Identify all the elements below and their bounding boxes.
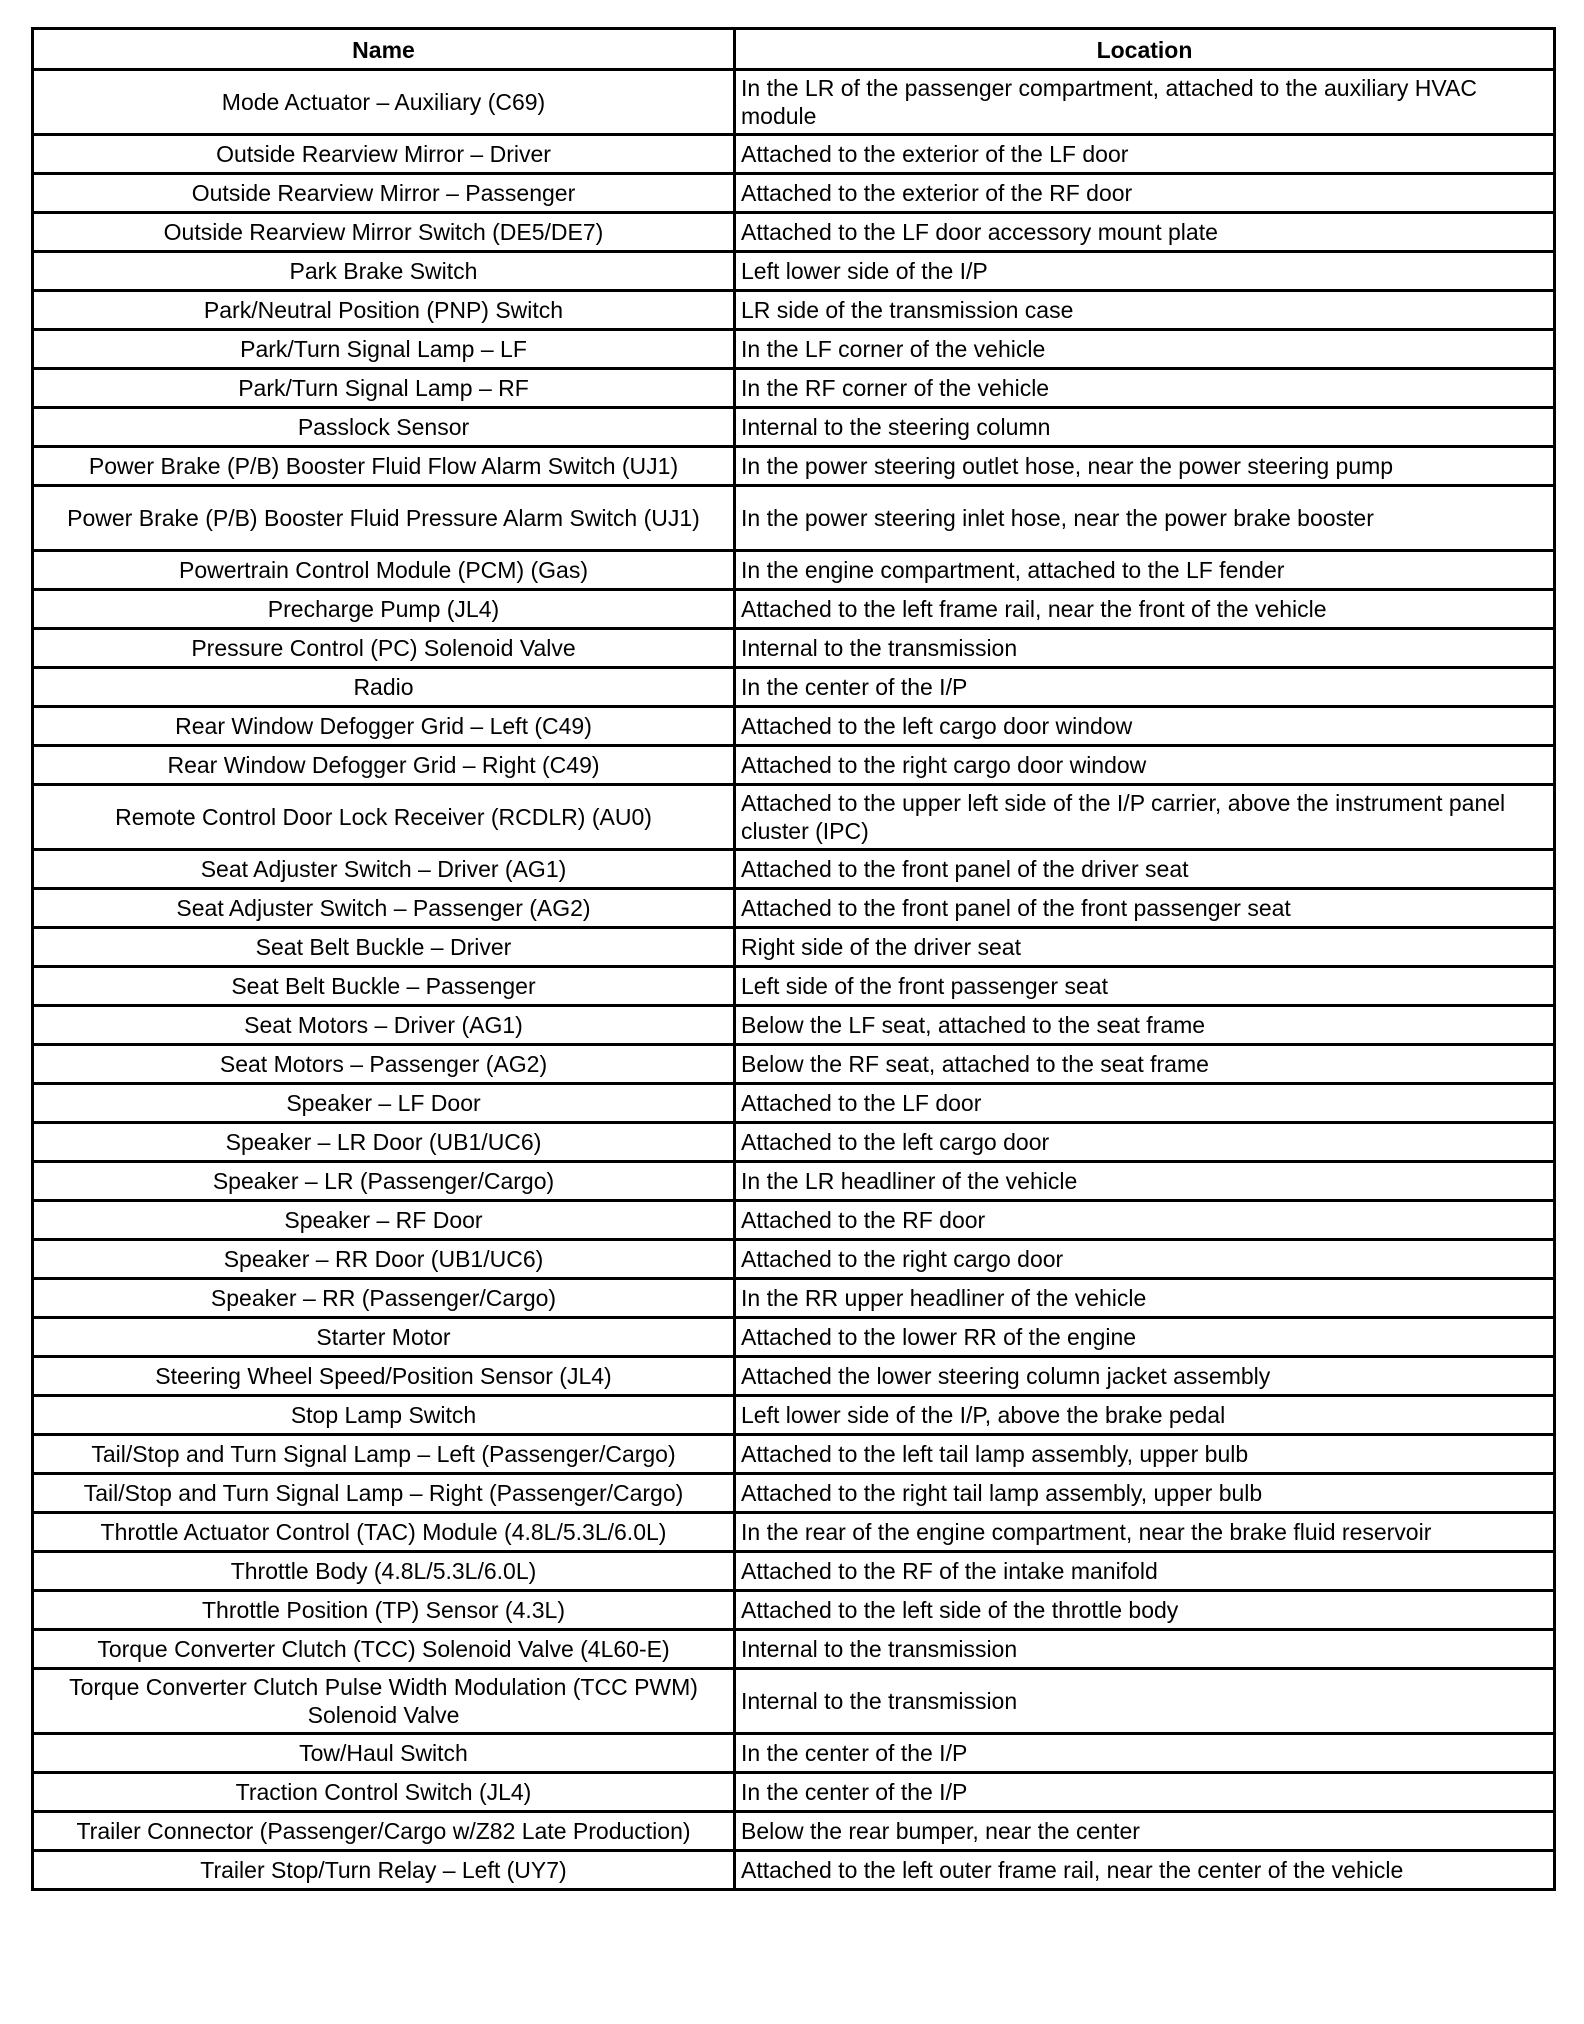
table-row <box>33 928 1555 967</box>
table-row <box>33 1084 1555 1123</box>
table-row <box>33 408 1555 447</box>
component-location-cell: Attached to the upper left side of the I/P carrier, above the instrument panel cluster (IPC) <box>735 785 1555 850</box>
table-row <box>33 1240 1555 1279</box>
table-row <box>33 707 1555 746</box>
component-name-cell: Steering Wheel Speed/Position Sensor (JL4) <box>33 1357 735 1396</box>
table-row <box>33 1162 1555 1201</box>
component-location-cell: Left side of the front passenger seat <box>735 967 1555 1006</box>
component-location-cell: Attached to the lower RR of the engine <box>735 1318 1555 1357</box>
component-name-cell: Tail/Stop and Turn Signal Lamp – Right (Passenger/Cargo) <box>33 1474 735 1513</box>
table-row <box>33 447 1555 486</box>
component-location-cell: Attached to the LF door accessory mount plate <box>735 213 1555 252</box>
component-location-cell: Attached to the right cargo door window <box>735 746 1555 785</box>
component-name-cell: Seat Belt Buckle – Passenger <box>33 967 735 1006</box>
component-name-cell: Park/Neutral Position (PNP) Switch <box>33 291 735 330</box>
component-name-cell: Tow/Haul Switch <box>33 1734 735 1773</box>
component-name-cell: Remote Control Door Lock Receiver (RCDLR) (AU0) <box>33 785 735 850</box>
table-row <box>33 551 1555 590</box>
component-location-cell: Attached to the left side of the throttle body <box>735 1591 1555 1630</box>
component-location-cell: Attached to the left outer frame rail, near the center of the vehicle <box>735 1851 1555 1890</box>
component-name-cell: Throttle Actuator Control (TAC) Module (4.8L/5.3L/6.0L) <box>33 1513 735 1552</box>
component-name-cell: Speaker – RF Door <box>33 1201 735 1240</box>
component-location-cell: Internal to the transmission <box>735 629 1555 668</box>
component-location-cell: In the RF corner of the vehicle <box>735 369 1555 408</box>
component-name-cell: Stop Lamp Switch <box>33 1396 735 1435</box>
table-row <box>33 1201 1555 1240</box>
component-location-cell: Attached to the exterior of the RF door <box>735 174 1555 213</box>
component-name-cell: Mode Actuator – Auxiliary (C69) <box>33 70 735 135</box>
component-location-cell: Attached to the left frame rail, near the front of the vehicle <box>735 590 1555 629</box>
component-location-cell: Attached to the right cargo door <box>735 1240 1555 1279</box>
table-row <box>33 1773 1555 1812</box>
component-location-cell: Internal to the transmission <box>735 1669 1555 1734</box>
table-row <box>33 1357 1555 1396</box>
table-row <box>33 1006 1555 1045</box>
column-header-name: Name <box>33 29 735 70</box>
component-location-cell: Attached to the left cargo door window <box>735 707 1555 746</box>
component-location-cell: In the center of the I/P <box>735 1734 1555 1773</box>
component-location-cell: Below the rear bumper, near the center <box>735 1812 1555 1851</box>
component-location-cell: Attached to the LF door <box>735 1084 1555 1123</box>
component-location-cell: Attached to the front panel of the driver seat <box>735 850 1555 889</box>
table-row <box>33 785 1555 850</box>
table-row <box>33 1045 1555 1084</box>
component-location-cell: In the center of the I/P <box>735 1773 1555 1812</box>
table-row <box>33 1630 1555 1669</box>
component-location-cell: Attached to the front panel of the front passenger seat <box>735 889 1555 928</box>
component-location-cell: LR side of the transmission case <box>735 291 1555 330</box>
component-location-cell: Internal to the transmission <box>735 1630 1555 1669</box>
table-row <box>33 330 1555 369</box>
component-name-cell: Power Brake (P/B) Booster Fluid Pressure Alarm Switch (UJ1) <box>33 486 735 551</box>
component-location-cell: Attached the lower steering column jacket assembly <box>735 1357 1555 1396</box>
component-location-cell: In the LR headliner of the vehicle <box>735 1162 1555 1201</box>
table-row <box>33 1123 1555 1162</box>
component-location-cell: Attached to the exterior of the LF door <box>735 135 1555 174</box>
component-location-cell: Attached to the left tail lamp assembly, upper bulb <box>735 1435 1555 1474</box>
component-name-cell: Speaker – LR Door (UB1/UC6) <box>33 1123 735 1162</box>
table-row <box>33 486 1555 551</box>
component-location-cell: Right side of the driver seat <box>735 928 1555 967</box>
component-name-cell: Tail/Stop and Turn Signal Lamp – Left (Passenger/Cargo) <box>33 1435 735 1474</box>
component-name-cell: Seat Motors – Driver (AG1) <box>33 1006 735 1045</box>
component-location-cell: Attached to the RF door <box>735 1201 1555 1240</box>
component-name-cell: Starter Motor <box>33 1318 735 1357</box>
component-name-cell: Speaker – LR (Passenger/Cargo) <box>33 1162 735 1201</box>
component-name-cell: Outside Rearview Mirror – Passenger <box>33 174 735 213</box>
component-location-cell: Left lower side of the I/P, above the brake pedal <box>735 1396 1555 1435</box>
table-row <box>33 967 1555 1006</box>
table-row <box>33 174 1555 213</box>
table-row <box>33 291 1555 330</box>
component-location-cell: In the center of the I/P <box>735 668 1555 707</box>
component-location-cell: In the RR upper headliner of the vehicle <box>735 1279 1555 1318</box>
component-name-cell: Outside Rearview Mirror Switch (DE5/DE7) <box>33 213 735 252</box>
component-name-cell: Rear Window Defogger Grid – Right (C49) <box>33 746 735 785</box>
component-name-cell: Power Brake (P/B) Booster Fluid Flow Alarm Switch (UJ1) <box>33 447 735 486</box>
component-name-cell: Powertrain Control Module (PCM) (Gas) <box>33 551 735 590</box>
component-name-cell: Pressure Control (PC) Solenoid Valve <box>33 629 735 668</box>
component-name-cell: Torque Converter Clutch (TCC) Solenoid Valve (4L60-E) <box>33 1630 735 1669</box>
component-name-cell: Torque Converter Clutch Pulse Width Modulation (TCC PWM) Solenoid Valve <box>33 1669 735 1734</box>
component-location-cell: In the engine compartment, attached to the LF fender <box>735 551 1555 590</box>
table-row <box>33 1318 1555 1357</box>
table-row <box>33 70 1555 135</box>
table-row <box>33 135 1555 174</box>
table-row <box>33 850 1555 889</box>
table-body <box>33 70 1555 1890</box>
table-row <box>33 1279 1555 1318</box>
component-location-cell: In the LR of the passenger compartment, attached to the auxiliary HVAC module <box>735 70 1555 135</box>
component-location-cell: Attached to the right tail lamp assembly, upper bulb <box>735 1474 1555 1513</box>
component-name-cell: Park/Turn Signal Lamp – RF <box>33 369 735 408</box>
component-name-cell: Trailer Connector (Passenger/Cargo w/Z82 Late Production) <box>33 1812 735 1851</box>
table-row <box>33 1669 1555 1734</box>
component-name-cell: Rear Window Defogger Grid – Left (C49) <box>33 707 735 746</box>
component-name-cell: Park Brake Switch <box>33 252 735 291</box>
component-name-cell: Passlock Sensor <box>33 408 735 447</box>
table-row <box>33 629 1555 668</box>
table-row <box>33 1396 1555 1435</box>
table-row <box>33 1474 1555 1513</box>
table-row <box>33 213 1555 252</box>
component-location-cell: Internal to the steering column <box>735 408 1555 447</box>
component-location-cell: In the power steering inlet hose, near the power brake booster <box>735 486 1555 551</box>
component-name-cell: Traction Control Switch (JL4) <box>33 1773 735 1812</box>
component-location-table <box>31 27 1556 1891</box>
component-name-cell: Throttle Body (4.8L/5.3L/6.0L) <box>33 1552 735 1591</box>
component-location-cell: In the rear of the engine compartment, near the brake fluid reservoir <box>735 1513 1555 1552</box>
header-row <box>33 29 1555 70</box>
component-location-cell: In the power steering outlet hose, near the power steering pump <box>735 447 1555 486</box>
component-name-cell: Seat Motors – Passenger (AG2) <box>33 1045 735 1084</box>
column-header-location: Location <box>735 29 1555 70</box>
component-name-cell: Precharge Pump (JL4) <box>33 590 735 629</box>
table-row <box>33 1812 1555 1851</box>
table-row <box>33 1851 1555 1890</box>
component-name-cell: Throttle Position (TP) Sensor (4.3L) <box>33 1591 735 1630</box>
component-name-cell: Park/Turn Signal Lamp – LF <box>33 330 735 369</box>
table-row <box>33 668 1555 707</box>
table-row <box>33 1552 1555 1591</box>
component-name-cell: Outside Rearview Mirror – Driver <box>33 135 735 174</box>
table-row <box>33 746 1555 785</box>
table-row <box>33 252 1555 291</box>
table-row <box>33 1591 1555 1630</box>
component-location-cell: Attached to the RF of the intake manifold <box>735 1552 1555 1591</box>
table-row <box>33 1513 1555 1552</box>
component-name-cell: Seat Adjuster Switch – Driver (AG1) <box>33 850 735 889</box>
component-name-cell: Radio <box>33 668 735 707</box>
component-location-cell: In the LF corner of the vehicle <box>735 330 1555 369</box>
table-row <box>33 889 1555 928</box>
component-location-cell: Attached to the left cargo door <box>735 1123 1555 1162</box>
table-row <box>33 1435 1555 1474</box>
component-location-cell: Below the RF seat, attached to the seat frame <box>735 1045 1555 1084</box>
component-name-cell: Seat Adjuster Switch – Passenger (AG2) <box>33 889 735 928</box>
table-row <box>33 590 1555 629</box>
component-name-cell: Speaker – RR Door (UB1/UC6) <box>33 1240 735 1279</box>
component-location-cell: Below the LF seat, attached to the seat frame <box>735 1006 1555 1045</box>
table-row <box>33 1734 1555 1773</box>
component-name-cell: Seat Belt Buckle – Driver <box>33 928 735 967</box>
table-row <box>33 369 1555 408</box>
component-name-cell: Speaker – LF Door <box>33 1084 735 1123</box>
component-name-cell: Speaker – RR (Passenger/Cargo) <box>33 1279 735 1318</box>
component-name-cell: Trailer Stop/Turn Relay – Left (UY7) <box>33 1851 735 1890</box>
component-location-cell: Left lower side of the I/P <box>735 252 1555 291</box>
